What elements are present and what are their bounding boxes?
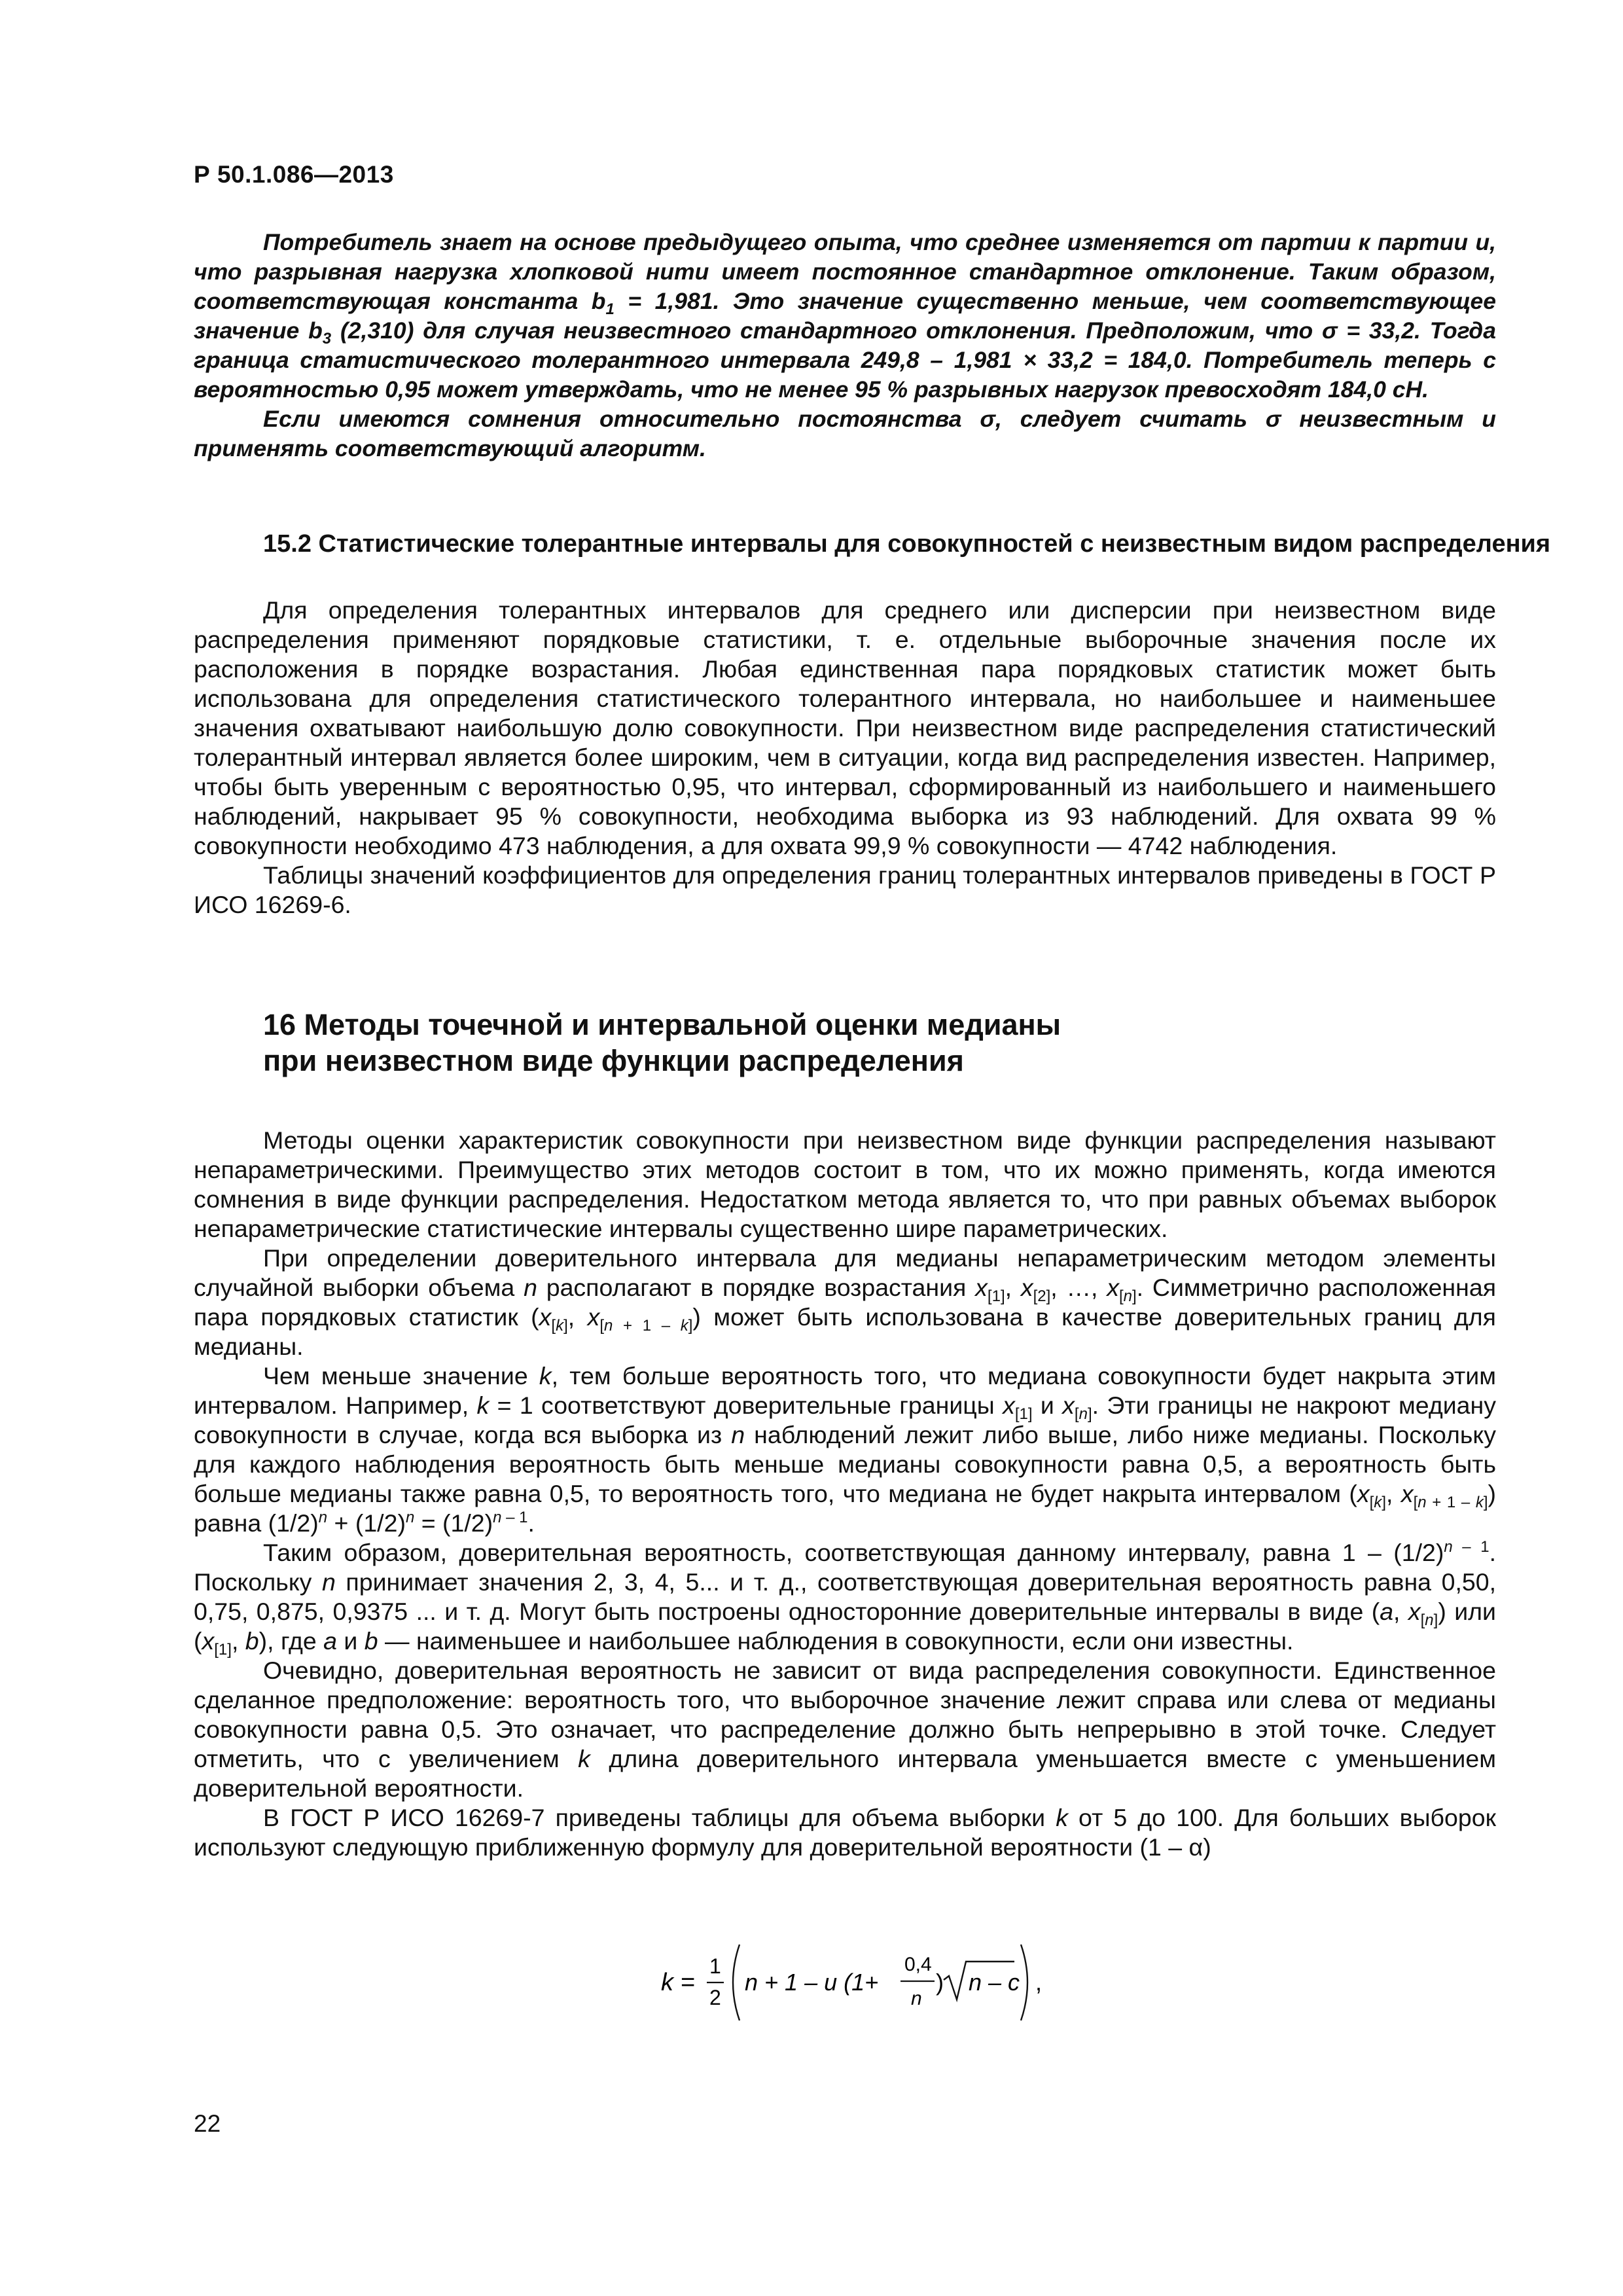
body-paragraph: Для определения толерантных интервалов для среднего или дисперсии при неизвестном виде распределения применяют порядковые статистики, т. е. отдельные выборочные значения после их расположения в порядке возрастания. Любая единственная пара порядковых статистик может быть использована для определения статистического толерантного интервала, но наибольшее и наименьшее значения охватывают наибольшую долю совокупности. При неизвестном виде распределения статистический толерантный интервал является более широким, чем в ситуации, когда вид распределения известен. Например, чтобы быть уверенным с вероятностью 0,95, что интервал, сформированный из наибольшего и наименьшего наблюдений, накрывает 95 % совокупности, необходима выборка из 93 наблюдений. Для охвата 99 % совокупности необходимо 473 наблюдения, а для охвата 99,9 % совокупности — 4742 наблюдения. [194, 596, 1496, 859]
body-paragraph: Чем меньше значение k, тем больше вероятность того, что медиана совокупности будет накрыта этим интервалом. Например, k = 1 соответствуют доверительные границы $x_{[1]}$ и $x_{[n]}$. Эти границы не накроют медиану совокупности в случае, когда вся выборка из n наблюдений лежит либо выше, либо ниже медианы. Поскольку для каждого наблюдения вероятность быть меньше медианы совокупности равна 0,5, а вероятность быть больше медианы также равна 0,5, то вероятность того, что медиана не будет накрыта интервалом ($x_{[k]}$, $x_{[n + 1 - k]}$) равна $(1/2)^n + (1/2)^n = (1/2)^{n - 1}$. [194, 1362, 1497, 1537]
formula-frac-numerator: 0,4 [904, 1954, 932, 1975]
body-paragraph: При определении доверительного интервала для медианы непараметрическим методом элементы случайной выборки объема n располагают в порядке возрастания $x_{[1]}$, $x_{[2]}$, …, $x_{[n]}$. Симметрично расположенная пара порядковых статистик ($x_{[k]}$, $x_{[n + 1 - k]}$) может быть использована в качестве доверительных границ для медианы. [194, 1244, 1497, 1360]
section-16-title-line: 16 Методы точечной и интервальной оценки медианы [263, 1008, 1061, 1041]
body-paragraph: Таким образом, доверительная вероятность, соответствующая данному интервалу, равна $1 - (1/2)^{n - 1}$. Поскольку n принимает значения 2, 3, 4, 5... и т. д., соответствующая доверительная вероятность равна 0,50, 0,75, 0,875, 0,9375 ... и т. д. Могут быть построены односторонние доверительные интервалы в виде (a, $x_{[n]}$) или ($x_{[1]}$, b), где a и b — наименьшее и наибольшее наблюдения в совокупности, если они известны. [194, 1538, 1497, 1659]
body-paragraph: В ГОСТ Р ИСО 16269-7 приведены таблицы для объема выборки k от 5 до 100. Для больших выборок используют следующую приближенную формулу для доверительной вероятности (1 – α) [194, 1804, 1496, 1861]
formula-coef-numerator: 1 [709, 1954, 721, 1978]
formula-body-part1: n + 1 – u (1+ [745, 1969, 879, 1996]
section-15-2-body [194, 596, 1496, 920]
section-16-title-line: при неизвестном виде функции распределения [263, 1044, 964, 1077]
example-block [194, 228, 1496, 463]
section-16-title [194, 1007, 1565, 1079]
formula-frac-denominator: n [911, 1988, 922, 2009]
example-paragraph: Если имеются сомнения относительно постоянства σ, следует считать σ неизвестным и применять соответствующий алгоритм. [194, 406, 1496, 461]
section-15-2-title: 15.2 Статистические толерантные интервалы для совокупностей с неизвестным видом распределения [263, 530, 1551, 558]
section-16-body [194, 1126, 1496, 1862]
formula-right-paren [1021, 1945, 1027, 2020]
formula-left-paren [733, 1945, 740, 2020]
median-rank-formula [661, 1934, 1054, 2032]
formula-body-part2: ) [936, 1969, 944, 1996]
formula-coef-denominator: 2 [709, 1986, 721, 2009]
body-paragraph: Методы оценки характеристик совокупности при неизвестном виде функции распределения называют непараметрическими. Преимущество этих методов состоит в том, что их можно применять, когда имеются сомнения в виде функции распределения. Недостатком метода является то, что при равных объемах выборок непараметрические статистические интервалы существенно шире параметрических. [194, 1126, 1496, 1242]
formula-trailing: , [1035, 1969, 1043, 1996]
body-paragraph: Очевидно, доверительная вероятность не зависит от вида распределения совокупности. Единственное сделанное предположение: вероятность того, что выборочное значение лежит справа или слева от медианы совокупности равна 0,5. Это означает, что распределение должно быть непрерывно в этой точке. Следует отметить, что с увеличением k длина доверительного интервала уменьшается вместе с уменьшением доверительной вероятности. [194, 1657, 1496, 1802]
page-number: 22 [194, 2110, 221, 2137]
formula-lhs: k = [661, 1969, 695, 1996]
example-paragraph: Потребитель знает на основе предыдущего опыта, что среднее изменяется от партии к партии и, что разрывная нагрузка хлопковой нити имеет постоянное стандартное отклонение. Таким образом, соответствующая константа $b_1 = 1,981$. Это значение существенно меньше, чем соответствующее значение $b_3$ (2,310) для случая неизвестного стандартного отклонения. Предположим, что σ = 33,2. Тогда граница статистического толерантного интервала 249,8 – 1,981 × 33,2 = 184,0. Потребитель теперь с вероятностью 0,95 может утверждать, что не менее 95 % разрывных нагрузок превосходят 184,0 сН. [194, 229, 1496, 403]
body-paragraph: Таблицы значений коэффициентов для определения границ толерантных интервалов приведены в ГОСТ Р ИСО 16269-6. [194, 861, 1496, 918]
formula-root-arg: n – c [969, 1969, 1020, 1996]
standard-code: Р 50.1.086—2013 [194, 161, 394, 188]
